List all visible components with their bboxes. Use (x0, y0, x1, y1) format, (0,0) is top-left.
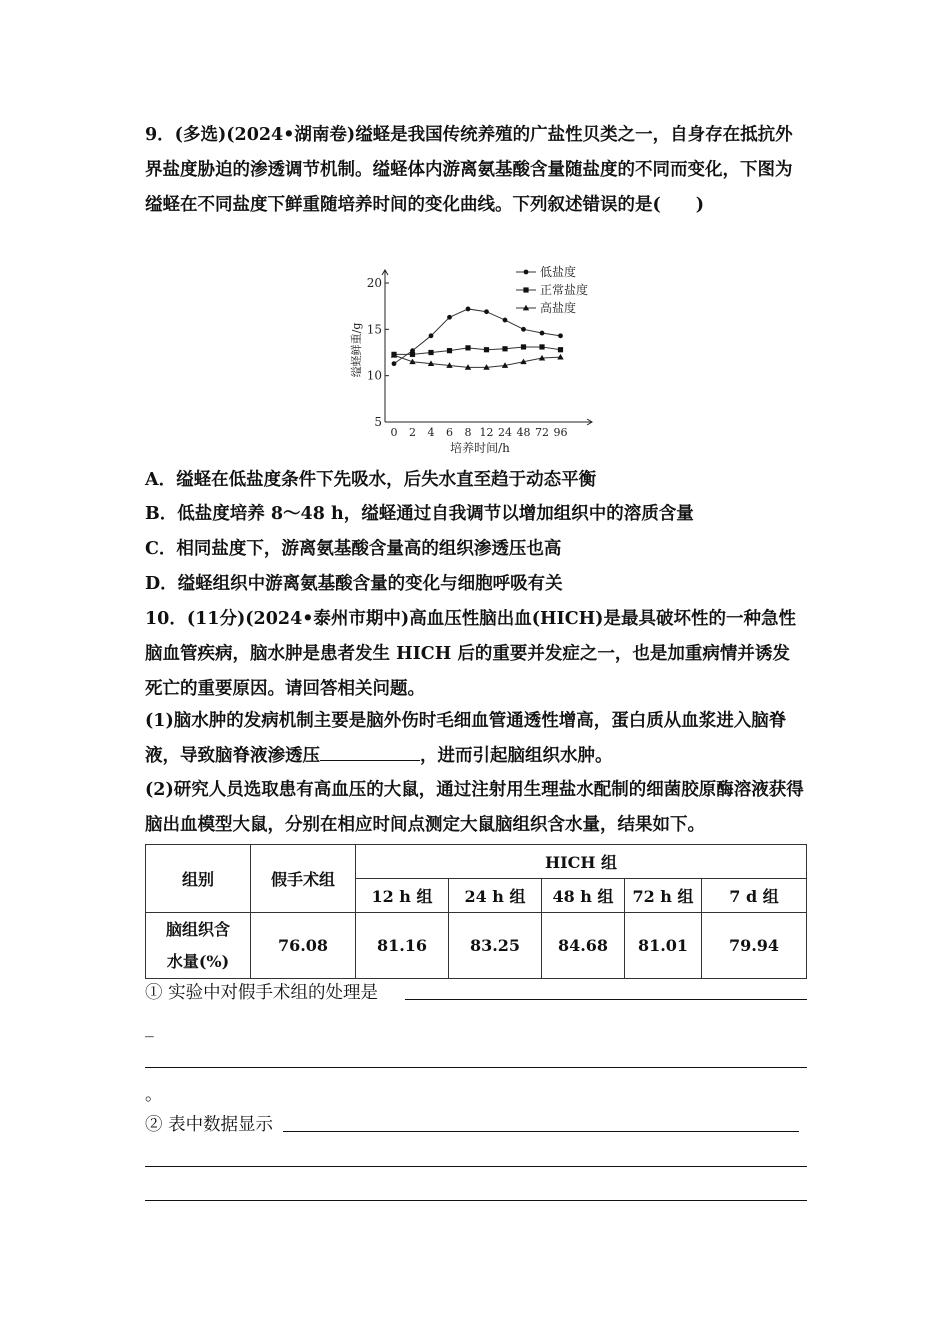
x-tick-label: 6 (446, 426, 453, 439)
question-10-stem: 10．(11分)(2024•泰州市期中)高血压性脑出血(HICH)是最具破坏性的一种急性脑血管疾病，脑水肿是患者发生 HICH 后的重要并发症之一，也是加重病情并诱发死亡的重要原因。请回答相关问题。 (145, 609, 796, 699)
data-point-square (521, 344, 526, 349)
legend-label: 高盐度 (540, 301, 577, 315)
data-point-square (428, 350, 433, 355)
data-point-circle (484, 309, 489, 314)
subheader-12h: 12 h 组 (356, 879, 449, 913)
row-label (146, 913, 251, 979)
x-tick-label: 8 (464, 426, 472, 439)
x-tick-label: 48 (516, 426, 531, 439)
legend-label: 低盐度 (540, 265, 577, 279)
answer-line-1-tail: _ (145, 1018, 154, 1038)
fresh-weight-chart (340, 258, 610, 458)
answer-line-4[interactable] (145, 1166, 807, 1167)
header-sham: 假手术组 (251, 845, 356, 913)
answer-line-1[interactable] (405, 999, 807, 1000)
answer-line-2[interactable] (145, 1067, 807, 1068)
data-point-circle (540, 331, 545, 336)
option-b[interactable]: B．低盐度培养 8～48 h，缢蛏通过自我调节以增加组织中的溶质含量 (145, 504, 694, 524)
data-point-circle (447, 315, 452, 320)
legend-label: 正常盐度 (540, 283, 589, 297)
answer-line-3[interactable] (283, 1131, 799, 1132)
series-line-triangle (394, 355, 561, 367)
cell-24h: 83.25 (449, 913, 542, 979)
question-10-part1 (145, 704, 807, 774)
row-label-line1: 脑组织含 (165, 919, 230, 939)
y-tick-label: 10 (366, 368, 382, 383)
part1-text: (1)脑水肿的发病机制主要是脑外伤时毛细血管通透性增高，蛋白质从血浆进入脑脊液，导致脑脊液渗透压 (145, 711, 787, 766)
subheader-24h: 24 h 组 (449, 879, 542, 913)
subheader-7d: 7 d 组 (702, 879, 807, 913)
x-axis-label: 培养时间/h (450, 441, 510, 455)
data-point-triangle (557, 354, 563, 360)
sub-question-2: ② 表中数据显示 (145, 1115, 274, 1135)
data-point-square (447, 348, 452, 353)
y-axis-label: 缢蛏鲜重/g (350, 322, 363, 378)
x-tick-label: 0 (390, 426, 398, 439)
legend-marker-circle (524, 270, 529, 275)
part1-tail: ，进而引起脑组织水肿。 (420, 746, 613, 766)
data-point-square (558, 347, 563, 352)
x-tick-label: 72 (535, 426, 549, 439)
x-tick-label: 12 (479, 426, 494, 439)
header-hich: HICH 组 (356, 845, 807, 879)
data-point-square (539, 344, 544, 349)
cell-sham: 76.08 (251, 913, 356, 979)
cell-12h: 81.16 (356, 913, 449, 979)
data-point-square (410, 352, 415, 357)
x-tick-label: 4 (427, 426, 435, 439)
y-tick-label: 20 (366, 276, 382, 290)
option-c[interactable]: C．相同盐度下，游离氨基酸含量高的组织渗透压也高 (145, 539, 562, 559)
legend-marker-square (523, 287, 528, 292)
data-point-circle (429, 333, 434, 338)
option-d[interactable]: D．缢蛏组织中游离氨基酸含量的变化与细胞呼吸有关 (145, 574, 563, 594)
y-tick-label: 5 (374, 415, 382, 429)
question-10-part2: (2)研究人员选取患有高血压的大鼠，通过注射用生理盐水配制的细菌胶原酶溶液获得脑出血模型大鼠，分别在相应时间点测定大鼠脑组织含水量，结果如下。 (145, 780, 804, 835)
answer-line-2-end: 。 (145, 1085, 163, 1105)
option-a[interactable]: A．缢蛏在低盐度条件下先吸水，后失水直至趋于动态平衡 (145, 470, 597, 490)
subheader-48h: 48 h 组 (542, 879, 625, 913)
data-point-circle (392, 361, 397, 366)
x-tick-label: 24 (498, 426, 512, 439)
series-line-square (394, 347, 561, 354)
cell-72h: 81.01 (625, 913, 702, 979)
data-point-square (484, 347, 489, 352)
x-tick-label: 96 (553, 426, 568, 439)
subheader-72h: 72 h 组 (625, 879, 702, 913)
data-point-square (502, 346, 507, 351)
cell-7d: 79.94 (702, 913, 807, 979)
data-point-circle (503, 318, 508, 323)
data-point-square (465, 345, 470, 350)
header-group: 组别 (146, 845, 251, 913)
cell-48h: 84.68 (542, 913, 625, 979)
data-point-circle (466, 307, 471, 312)
question-9-stem: 9．(多选)(2024•湖南卷)缢蛏是我国传统养殖的广盐性贝类之一，自身存在抵抗外界盐度胁迫的渗透调节机制。缢蛏体内游离氨基酸含量随盐度的不同而变化，下图为缢蛏在不同盐度下鲜重随培养时间的变化曲线。下列叙述错误的是( ) (145, 125, 793, 215)
data-point-circle (521, 327, 526, 332)
data-point-circle (558, 333, 563, 338)
series-line-circle (394, 309, 561, 364)
x-tick-label: 2 (409, 426, 416, 439)
results-table (145, 844, 807, 979)
answer-blank-1[interactable] (320, 742, 420, 761)
sub-question-1: ① 实验中对假手术组的处理是 (145, 983, 379, 1003)
row-label-line2: 水量(%) (166, 951, 230, 971)
answer-line-5[interactable] (145, 1200, 807, 1201)
y-tick-label: 15 (366, 322, 382, 337)
